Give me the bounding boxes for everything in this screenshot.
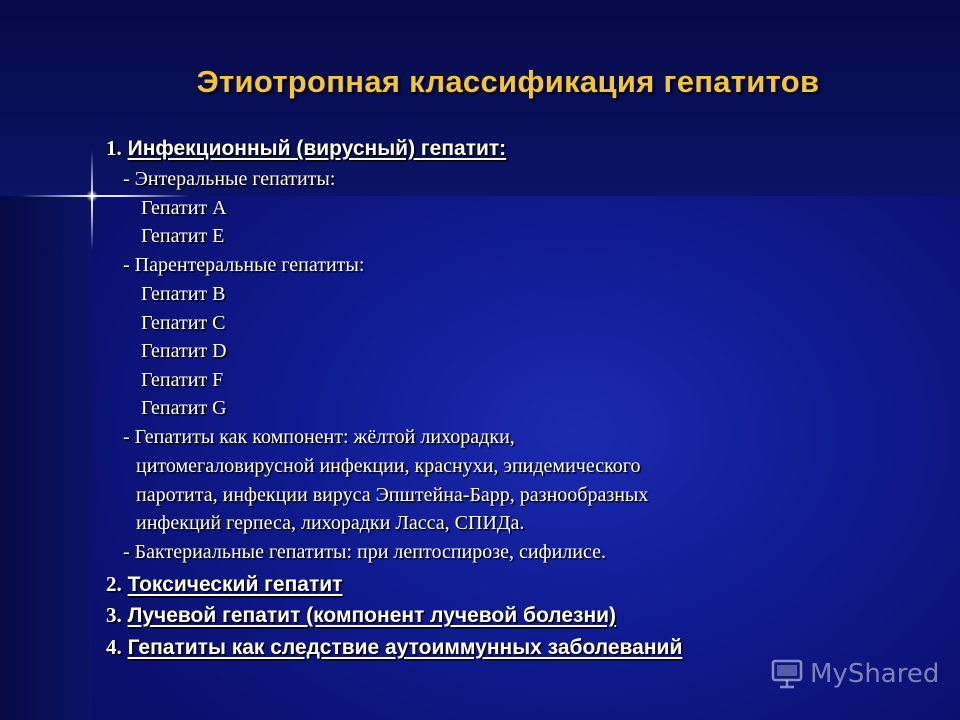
section-3-number: 3. xyxy=(106,603,122,627)
section-4-number: 4. xyxy=(106,635,122,659)
enteral-item: Гепатит Е xyxy=(141,225,225,247)
section-2-number: 2. xyxy=(106,572,122,596)
watermark xyxy=(770,654,939,694)
component-line: паротита, инфекции вируса Эпштейна-Барр, разнообразных xyxy=(136,484,649,506)
component-line: - Гепатиты как компонент: жёлтой лихорадки, xyxy=(123,426,515,448)
component-line: цитомегаловирусной инфекции, краснухи, эпидемического xyxy=(136,455,641,477)
parenteral-item: Гепатит D xyxy=(141,340,227,362)
parenteral-label: - Парентеральные гепатиты: xyxy=(123,254,365,276)
parenteral-item: Гепатит С xyxy=(141,312,226,334)
section-1-title: Инфекционный (вирусный) гепатит: xyxy=(127,137,507,160)
presentation-screen-icon xyxy=(770,657,804,691)
enteral-label: - Энтеральные гепатиты: xyxy=(123,168,336,190)
parenteral-item: Гепатит В xyxy=(141,283,226,305)
section-1-number: 1. xyxy=(106,136,122,160)
section-3-title: Лучевой гепатит (компонент лучевой болезни) xyxy=(127,604,617,627)
section-2-heading xyxy=(106,572,342,597)
slide-left-band xyxy=(0,196,92,720)
slide-title: Этиотропная классификация гепатитов xyxy=(196,64,820,99)
section-3-heading xyxy=(106,603,616,628)
component-line: инфекций герпеса, лихорадки Ласса, СПИДа. xyxy=(136,512,525,534)
watermark-text: MyShared xyxy=(810,659,940,689)
enteral-item: Гепатит А xyxy=(141,197,227,219)
bacterial-line: - Бактериальные гепатиты: при лептоспирозе, сифилисе. xyxy=(123,541,606,563)
section-4-title: Гепатиты как следствие аутоиммунных заболеваний xyxy=(127,636,683,659)
parenteral-item: Гепатит F xyxy=(141,369,224,391)
section-2-title: Токсический гепатит xyxy=(127,573,343,596)
section-1-heading xyxy=(106,136,506,161)
section-4-heading xyxy=(106,635,682,660)
parenteral-item: Гепатит G xyxy=(141,397,227,419)
light-flare-center xyxy=(86,190,98,202)
